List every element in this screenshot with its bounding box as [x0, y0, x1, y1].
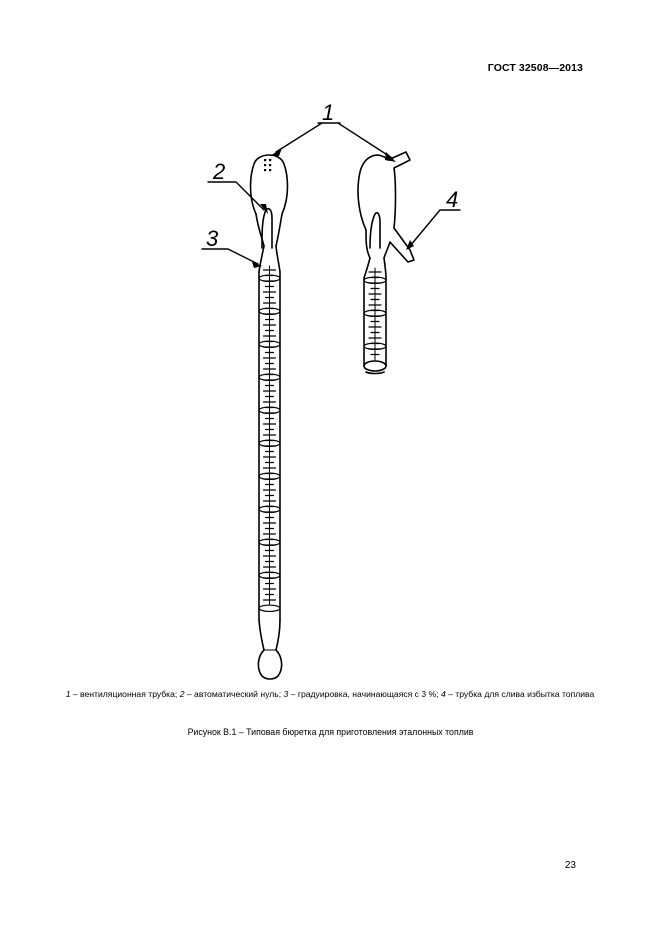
callout-1: 1 [322, 100, 335, 125]
page-number: 23 [564, 860, 576, 871]
graduation-ring [259, 605, 280, 611]
callout-4: 4 [446, 187, 459, 212]
left-top-bulb [251, 155, 288, 246]
legend-text-2: – автоматический нуль; [184, 689, 284, 699]
callout-2-leader [208, 182, 264, 210]
right-zero-tube [370, 213, 380, 248]
legend-num-3: 3 [283, 689, 289, 699]
legend-num-1: 1 [65, 689, 71, 699]
standard-code: ГОСТ 32508—2013 [487, 62, 583, 74]
callout-3-leader [202, 249, 258, 264]
legend-text-4: – трубка для слива избытка топлива [445, 689, 595, 699]
legend-num-2: 2 [179, 689, 185, 699]
figure-caption: Рисунок В.1 – Типовая бюретка для приготовления эталонных топлив [187, 727, 474, 737]
legend-num-4: 4 [440, 689, 446, 699]
left-graduation [259, 266, 280, 611]
right-tube-cut [364, 361, 386, 371]
callout-4-leader [410, 210, 460, 246]
legend-text-3: – градуировка, начинающаяся с 3 %; [288, 689, 441, 699]
right-graduation [364, 268, 386, 360]
callout-1-leader-b [338, 123, 392, 158]
vent-holes [264, 159, 271, 171]
callout-1-leader-a [276, 123, 322, 152]
figure-legend [40, 689, 620, 700]
callout-2: 2 [213, 159, 226, 184]
callout-3: 3 [206, 226, 219, 251]
legend-text-1: – вентиляционная трубка; [70, 689, 180, 699]
